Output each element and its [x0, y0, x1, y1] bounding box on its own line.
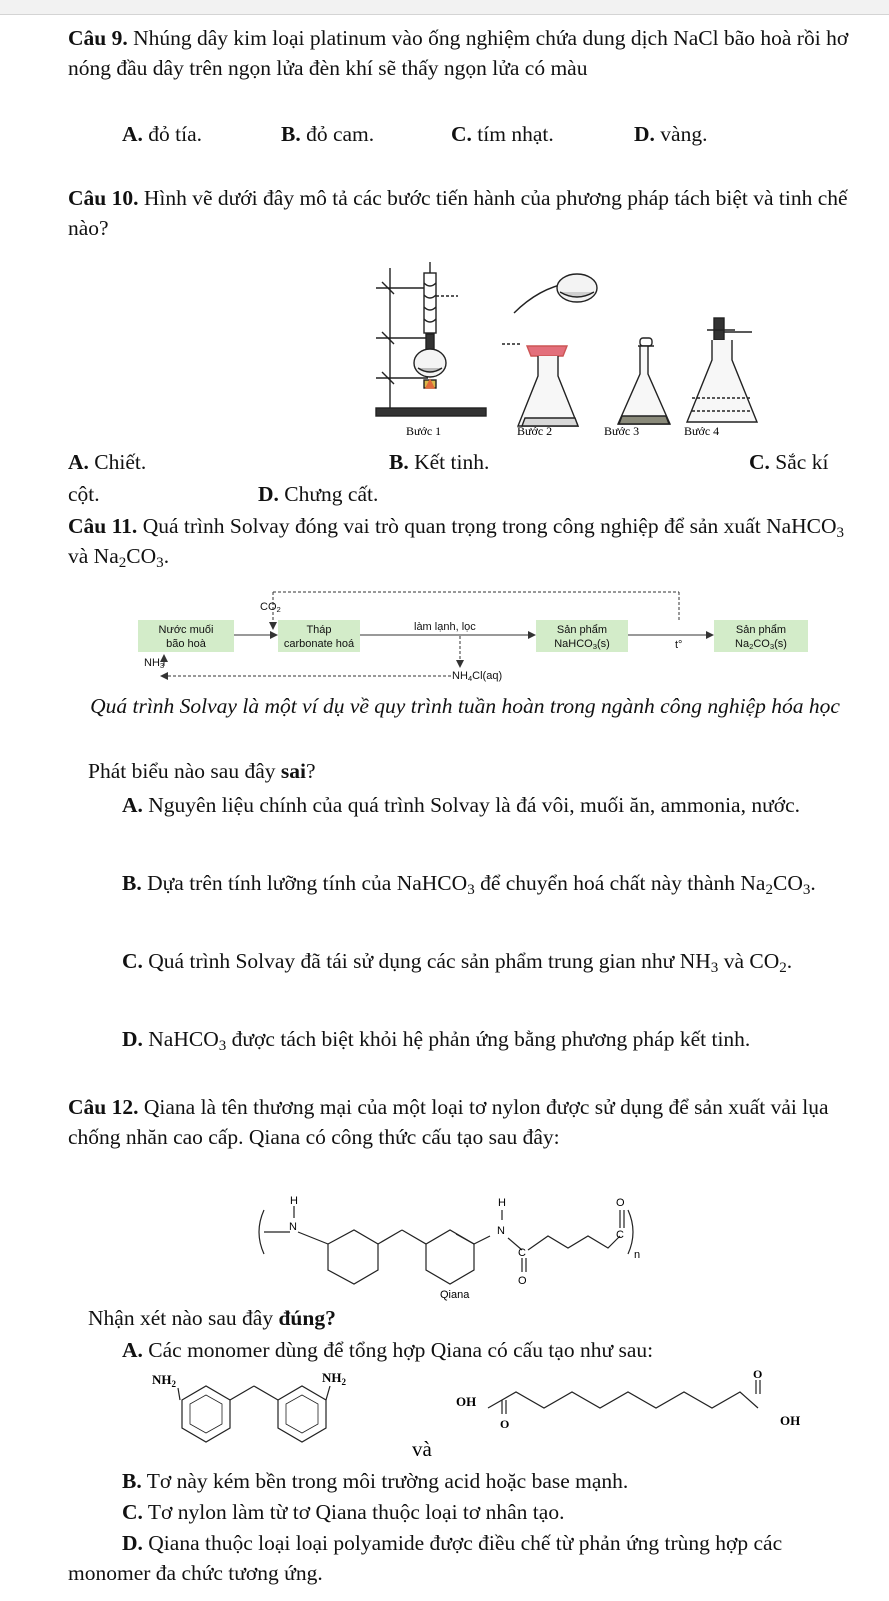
q11-text: Quá trình Solvay đóng vai trò quan trọng trong công nghiệp để sản xuất [137, 514, 761, 538]
solvay-arrow-label: làm lạnh, lọc [414, 621, 476, 633]
q11-label: Câu 11. [68, 514, 138, 538]
step4-flask [687, 318, 757, 422]
q10-stem [68, 184, 864, 243]
monomer-o-right: O [753, 1370, 763, 1381]
q11-option-c: C. Quá trình Solvay đã tái sử dụng các sản phẩm trung gian như $NH_3$ và $CO_2$. [122, 949, 793, 976]
q9-option-c-label: C. [451, 122, 472, 146]
qiana-c2: C [616, 1229, 624, 1241]
q11-option-b: B. Dựa trên tính lưỡng tính của NaHCO$_3$ để chuyển hoá chất này thành $Na_2CO_3$. [122, 871, 816, 898]
q12-option-a: A. Các monomer dùng để tổng hợp Qiana có cấu tạo như sau: [122, 1338, 654, 1362]
q10-option-c-label: C. [749, 450, 770, 474]
qiana-subscript-n: n [634, 1249, 641, 1261]
q9-option-a-text: đỏ tía. [142, 122, 203, 146]
monomer-oh-right: OH [780, 1413, 801, 1428]
q10-option-b [389, 448, 489, 478]
q10-option-b-text: Kết tinh. [408, 450, 490, 474]
q9-option-c [451, 120, 554, 150]
q10-option-c [749, 448, 828, 478]
qiana-name: Qiana [440, 1289, 470, 1301]
step1-caption: Bước 1 [406, 424, 442, 438]
q9-option-b-text: đỏ cam. [300, 122, 375, 146]
q9-option-a-label: A. [122, 122, 143, 146]
top-border [0, 0, 889, 15]
q10-text: Hình vẽ dưới đây mô tả các bước tiến hành của phương pháp tách biệt và tinh chế nào? [68, 186, 848, 240]
q10-option-a [68, 448, 146, 478]
q10-options-row2 [0, 480, 889, 510]
q9-option-d [634, 120, 707, 150]
q9-option-d-text: vàng. [654, 122, 708, 146]
qiana-o2: O [616, 1197, 625, 1209]
qiana-o1: O [518, 1275, 527, 1287]
qiana-c1: C [518, 1247, 526, 1259]
q10-label: Câu 10. [68, 186, 139, 210]
q9-option-b [281, 120, 374, 150]
qiana-h2: H [498, 1197, 506, 1209]
solvay-heat: t° [675, 639, 683, 651]
q9-text: Nhúng dây kim loại platinum vào ống nghiệm chứa dung dịch NaCl bão hoà rồi hơ nóng đầu dây trên ngọn lửa đèn khí sẽ thấy ngọn lửa có màu [68, 26, 849, 80]
q12-text: Qiana là tên thương mại của một loại tơ nylon được sử dụng để sản xuất vải lụa chống nhăn cao cấp. Qiana có công thức cấu tạo sau đây: [68, 1095, 829, 1149]
q10-option-a-text: Chiết. [88, 450, 147, 474]
qiana-structure [250, 1192, 650, 1302]
step2-caption: Bước 2 [517, 424, 553, 438]
qiana-n2: N [497, 1225, 505, 1237]
step3-caption: Bước 3 [604, 424, 640, 438]
q9-option-c-text: tím nhạt. [471, 122, 554, 146]
step1-column-apparatus [376, 262, 486, 416]
monomer-nh2-left: $NH_2$ [152, 1372, 176, 1389]
solvay-nh3: $NH_3$ [144, 657, 165, 670]
q12-option-d: D. Qiana thuộc loại loại polyamide được điều chế từ phản ứng trùng hợp các monomer đa chức tương ứng. [68, 1531, 783, 1585]
solvay-box-na2co3: Sản phẩm $Na_2CO_3(s)$ [714, 620, 808, 652]
q10-option-c-continued: cột. [68, 482, 100, 506]
q12-option-c: C. Tơ nylon làm từ tơ Qiana thuộc loại tơ nhân tạo. [122, 1500, 565, 1524]
solvay-co2: $CO_2$ [260, 601, 281, 614]
q10-option-b-label: B. [389, 450, 409, 474]
qiana-n1: N [289, 1221, 297, 1233]
monomer-oh-left: OH [456, 1394, 477, 1409]
q9-option-a [122, 120, 202, 150]
q10-option-a-label: A. [68, 450, 89, 474]
q11-na2co3: $Na_2CO_3$ [93, 543, 164, 571]
q10-option-d [258, 480, 378, 510]
q11-option-d: D. NaHCO$_3$ được tách biệt khỏi hệ phản ứng bằng phương pháp kết tinh. [122, 1027, 751, 1054]
monomer-and: và [412, 1437, 432, 1461]
q9-option-b-label: B. [281, 122, 301, 146]
solvay-caption: Quá trình Solvay là một ví dụ về quy trình tuần hoàn trong ngành công nghiệp hóa học [90, 694, 840, 718]
qiana-h1: H [290, 1195, 298, 1207]
q12-stem [68, 1093, 864, 1152]
q9-label: Câu 9. [68, 26, 128, 50]
monomer-nh2-right: $NH_2$ [322, 1370, 346, 1387]
step4-caption: Bước 4 [684, 424, 720, 438]
q10-option-c-text: Sắc kí [769, 450, 829, 474]
q9-option-d-label: D. [634, 122, 655, 146]
q9-options [0, 120, 889, 150]
q12-label: Câu 12. [68, 1095, 139, 1119]
q11-and: và [68, 543, 94, 568]
q10-apparatus-figure [362, 248, 762, 448]
q11-option-a: A. Nguyên liệu chính của quá trình Solvay là đá vôi, muối ăn, ammonia, nước. [122, 793, 801, 817]
solvay-box-tower: Tháp carbonate hoá [278, 620, 360, 652]
solvay-box-brine: Nước muối bão hoà [138, 620, 234, 652]
q11-stem [68, 512, 864, 571]
q12-prompt: Nhận xét nào sau đây đúng? [88, 1306, 336, 1330]
q11-prompt: Phát biểu nào sau đây sai? [88, 759, 316, 783]
step3-crystallization [618, 338, 670, 424]
q10-option-d-text: Chưng cất. [278, 482, 379, 506]
q12-monomers [150, 1370, 830, 1470]
q10-options [0, 448, 889, 478]
q11-period: . [163, 543, 170, 568]
solvay-box-nahco3: Sản phẩm NaHCO$_3$(s) [536, 620, 628, 652]
solvay-nh4cl: $NH_4Cl(aq)$ [452, 670, 503, 683]
solvay-diagram [138, 590, 818, 690]
monomer-o-left: O [500, 1417, 510, 1431]
q9-stem [68, 24, 864, 83]
q10-option-d-label: D. [258, 482, 279, 506]
q12-option-b: B. Tơ này kém bền trong môi trường acid hoặc base mạnh. [122, 1469, 629, 1493]
q11-nahco3: NaHCO$_3$ [766, 514, 845, 541]
step2-filtration [502, 274, 597, 426]
